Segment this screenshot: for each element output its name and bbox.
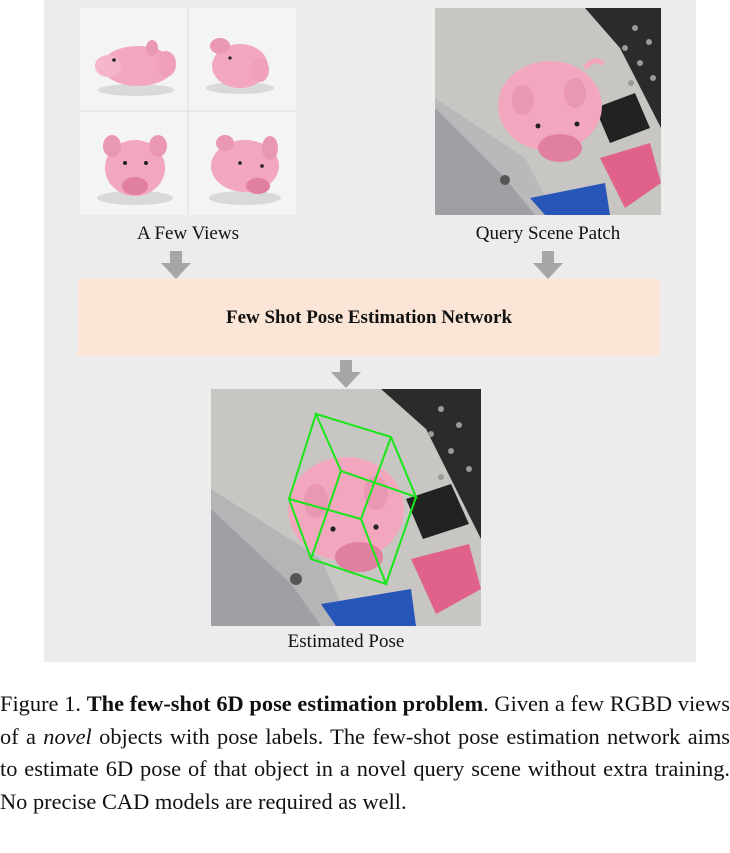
network-box [78,279,660,356]
few-views-label: A Few Views [137,223,239,244]
caption-text-1: . Given a few RGBD views of a [0,691,730,749]
query-scene-image [435,8,661,215]
figure-number: Figure 1. [0,691,81,716]
caption-text-2: objects with pose labels. The few-shot pose estimation network aims to estimate 6D pose of that object in a novel query scene without extra training. No precise CAD models are required as well. [0,723,730,814]
estimated-pose-image [211,389,481,626]
few-views-image [80,8,296,215]
caption-title: The few-shot 6D pose estimation problem [86,691,484,716]
caption-emphasis: novel [43,723,92,749]
network-label: Few Shot Pose Estimation Network [225,306,513,328]
figure-caption [0,688,730,818]
down-arrow-icon [331,360,361,388]
query-scene-label: Query Scene Patch [475,223,621,244]
estimated-pose-label: Estimated Pose [287,631,405,652]
down-arrow-icon [161,251,191,279]
down-arrow-icon [533,251,563,279]
